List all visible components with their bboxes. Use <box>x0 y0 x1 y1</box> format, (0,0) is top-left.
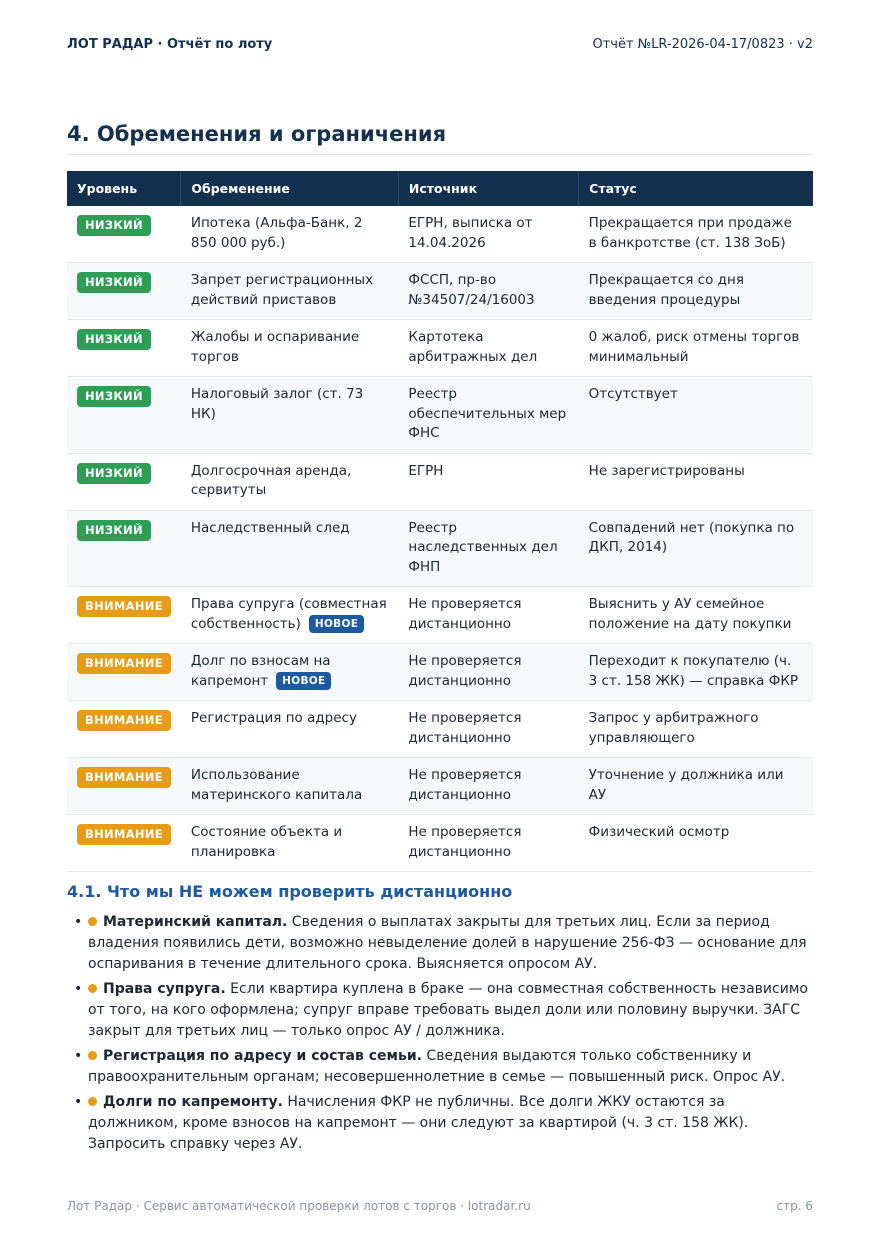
encumbrance-text: Налоговый залог (ст. 73 НК) <box>190 386 364 422</box>
level-cell <box>67 815 181 872</box>
source-cell: ФССП, пр-во №34507/24/16003 <box>398 263 578 320</box>
source-cell: ЕГРН <box>398 453 578 510</box>
encumbrance-cell <box>181 320 399 377</box>
encumbrance-text: Состояние объекта и планировка <box>190 824 343 860</box>
source-cell: ЕГРН, выписка от 14.04.2026 <box>398 206 578 263</box>
note-text: Сведения о выплатах закрыты для третьих лиц. Если за период владения появились дети, возможно невыделение долей в нарушение 256-ФЗ — основание для оспаривания в течение длительного срока. Выясняется опросом АУ. <box>88 914 807 972</box>
level-badge: НИЗКИЙ <box>77 272 151 293</box>
table-row <box>67 320 813 377</box>
table-row <box>67 701 813 758</box>
encumbrance-cell <box>181 701 399 758</box>
table-row <box>67 644 813 701</box>
table-header-row <box>67 171 813 206</box>
level-badge: ВНИМАНИЕ <box>77 596 171 617</box>
status-cell: Переходит к покупателю (ч. 3 ст. 158 ЖК) — справка ФКР <box>579 644 813 701</box>
source-cell: Не проверяется дистанционно <box>398 815 578 872</box>
list-item <box>74 1092 813 1155</box>
encumbrance-cell <box>181 510 399 587</box>
warning-dot-icon <box>88 1097 97 1106</box>
level-badge: НИЗКИЙ <box>77 329 151 350</box>
encumbrance-text: Ипотека (Альфа-Банк, 2 850 000 руб.) <box>190 215 363 251</box>
encumbrance-text: Долгосрочная аренда, сервитуты <box>190 462 352 498</box>
level-cell <box>67 510 181 587</box>
level-badge: ВНИМАНИЕ <box>77 767 171 788</box>
source-cell: Не проверяется дистанционно <box>398 758 578 815</box>
header-brand: ЛОТ РАДАР · Отчёт по лоту <box>67 37 273 52</box>
level-cell <box>67 758 181 815</box>
encumbrance-text: Жалобы и оспаривание торгов <box>190 329 360 365</box>
level-cell <box>67 453 181 510</box>
encumbrances-table <box>67 171 813 872</box>
page-number: стр. 6 <box>776 1199 813 1213</box>
note-heading: Материнский капитал. <box>103 914 288 930</box>
level-cell <box>67 206 181 263</box>
note-text: Если квартира куплена в браке — она совместная собственность независимо от того, на кого оформлена; супруг вправе требовать выдел доли или половину выручки. ЗАГС закрыт для третьих лиц — только опрос АУ / должника. <box>88 981 808 1039</box>
note-heading: Долги по капремонту. <box>103 1094 283 1110</box>
note-text: Сведения выдаются только собственнику и правоохранительным органам; несовершеннолетние в семье — повышенный риск. Опрос АУ. <box>88 1048 786 1085</box>
table-row <box>67 453 813 510</box>
warning-dot-icon <box>88 984 97 993</box>
table-row <box>67 206 813 263</box>
table-row <box>67 263 813 320</box>
status-cell: Не зарегистрированы <box>579 453 813 510</box>
new-badge: НОВОЕ <box>309 615 364 633</box>
source-cell: Реестр наследственных дел ФНП <box>398 510 578 587</box>
column-header-encumbrance: Обременение <box>181 171 399 206</box>
page-footer <box>67 1199 813 1213</box>
note-text: Начисления ФКР не публичны. Все долги ЖКУ остаются за должником, кроме взносов на капремонт — они следуют за квартирой (ч. 3 ст. 158 ЖК). Запросить справку через АУ. <box>88 1094 749 1152</box>
level-cell <box>67 701 181 758</box>
page-header <box>67 37 813 52</box>
encumbrance-text: Права супруга (совместная собственность) <box>190 596 387 632</box>
notes-list <box>74 912 813 1159</box>
status-cell: Выяснить у АУ семейное положение на дату покупки <box>579 587 813 644</box>
level-badge: ВНИМАНИЕ <box>77 824 171 845</box>
table-row <box>67 815 813 872</box>
list-item <box>74 979 813 1042</box>
status-cell: Прекращается при продаже в банкротстве (ст. 138 ЗоБ) <box>579 206 813 263</box>
section-title: 4. Обременения и ограничения <box>67 122 813 155</box>
report-id: Отчёт №LR-2026-04-17/0823 · v2 <box>592 37 813 52</box>
level-cell <box>67 587 181 644</box>
source-cell: Картотека арбитражных дел <box>398 320 578 377</box>
level-cell <box>67 377 181 454</box>
encumbrance-cell <box>181 453 399 510</box>
encumbrance-text: Запрет регистрационных действий приставов <box>190 272 374 308</box>
level-badge: НИЗКИЙ <box>77 463 151 484</box>
encumbrance-cell <box>181 815 399 872</box>
source-cell: Не проверяется дистанционно <box>398 587 578 644</box>
level-cell <box>67 320 181 377</box>
encumbrance-text: Долг по взносам на капремонт <box>190 653 331 689</box>
table-row <box>67 510 813 587</box>
list-item <box>74 1046 813 1088</box>
encumbrance-text: Использование материнского капитала <box>190 767 363 803</box>
encumbrance-cell <box>181 587 399 644</box>
table-row <box>67 587 813 644</box>
level-badge: НИЗКИЙ <box>77 386 151 407</box>
encumbrance-cell <box>181 263 399 320</box>
table-row <box>67 377 813 454</box>
warning-dot-icon <box>88 1051 97 1060</box>
source-cell: Не проверяется дистанционно <box>398 701 578 758</box>
list-item <box>74 912 813 975</box>
level-cell <box>67 644 181 701</box>
note-heading: Регистрация по адресу и состав семьи. <box>103 1048 422 1064</box>
encumbrance-cell <box>181 758 399 815</box>
source-cell: Не проверяется дистанционно <box>398 644 578 701</box>
level-badge: ВНИМАНИЕ <box>77 710 171 731</box>
warning-dot-icon <box>88 917 97 926</box>
level-cell <box>67 263 181 320</box>
subsection-title: 4.1. Что мы НЕ можем проверить дистанционно <box>67 882 513 901</box>
encumbrance-text: Регистрация по адресу <box>190 710 357 726</box>
status-cell: Прекращается со дня введения процедуры <box>579 263 813 320</box>
level-badge: ВНИМАНИЕ <box>77 653 171 674</box>
footer-text: Лот Радар · Сервис автоматической проверки лотов с торгов · lotradar.ru <box>67 1199 531 1213</box>
encumbrance-text: Наследственный след <box>190 519 350 536</box>
status-cell: Запрос у арбитражного управляющего <box>579 701 813 758</box>
encumbrance-cell <box>181 206 399 263</box>
column-header-status: Статус <box>579 171 813 206</box>
column-header-source: Источник <box>398 171 578 206</box>
status-cell: Отсутствует <box>579 377 813 454</box>
status-cell: Физический осмотр <box>579 815 813 872</box>
table-body <box>67 206 813 872</box>
column-header-level: Уровень <box>67 171 181 206</box>
status-cell: Совпадений нет (покупка по ДКП, 2014) <box>579 510 813 587</box>
level-badge: НИЗКИЙ <box>77 520 151 541</box>
new-badge: НОВОЕ <box>276 672 331 690</box>
encumbrance-cell <box>181 377 399 454</box>
level-badge: НИЗКИЙ <box>77 215 151 236</box>
encumbrance-cell <box>181 644 399 701</box>
status-cell: 0 жалоб, риск отмены торгов минимальный <box>579 320 813 377</box>
source-cell: Реестр обеспечительных мер ФНС <box>398 377 578 454</box>
note-heading: Права супруга. <box>103 981 226 997</box>
table-row <box>67 758 813 815</box>
status-cell: Уточнение у должника или АУ <box>579 758 813 815</box>
